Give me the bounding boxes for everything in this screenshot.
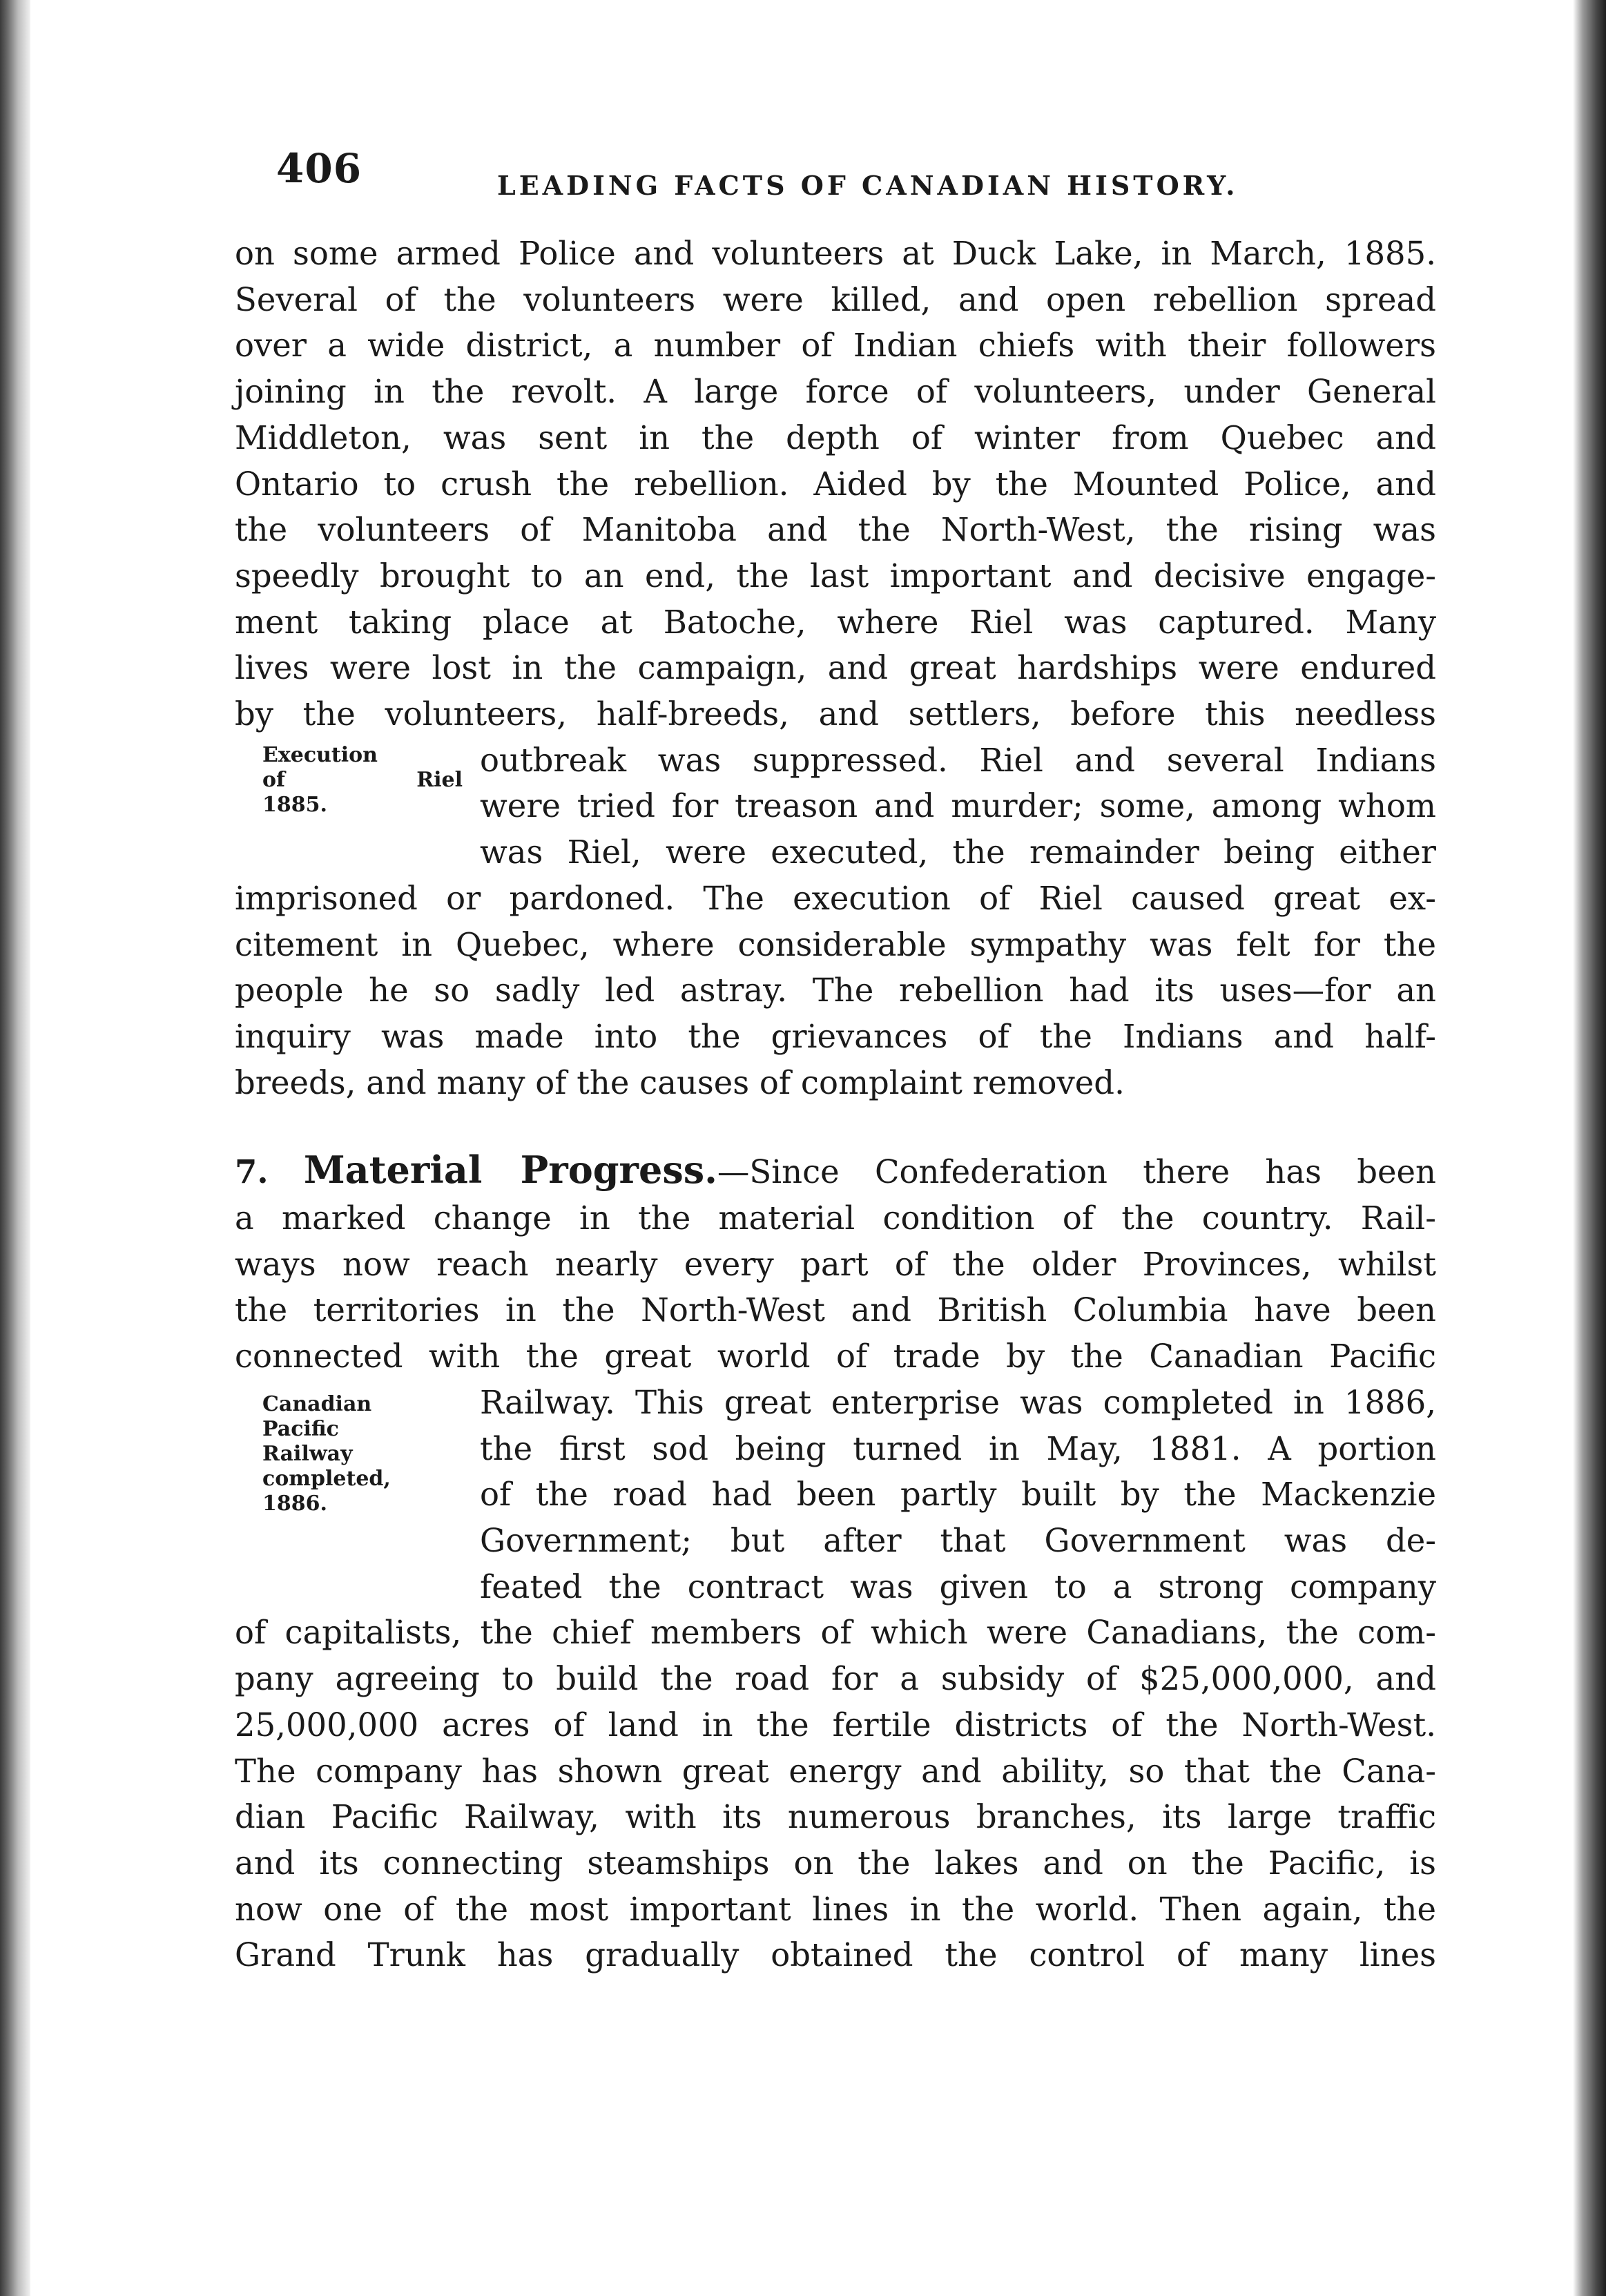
paragraph-material-progress — [235, 1147, 1436, 1978]
margin-note-line: Execution — [262, 742, 378, 767]
text-line: Middleton, was sent in the depth of winter from Quebec and — [235, 418, 1436, 456]
margin-note-cpr-completed — [262, 1392, 449, 1516]
text-line: and its connecting steamships on the lakes and on the Pacific, is — [235, 1844, 1436, 1882]
scan-edge-left — [0, 0, 30, 2296]
text-line: feated the contract was given to a strong company — [480, 1567, 1436, 1605]
text-line: 25,000,000 acres of land in the fertile districts of the North-West. — [235, 1706, 1436, 1744]
text-line: Grand Trunk has gradually obtained the control of many lines — [235, 1936, 1436, 1974]
text-line: ways now reach nearly every part of the older Provinces, whilst — [235, 1245, 1436, 1283]
margin-note-line: completed, — [262, 1466, 391, 1491]
text-line: by the volunteers, half-breeds, and settlers, before this needless — [235, 695, 1436, 733]
text-line: citement in Quebec, where considerable sympathy was felt for the — [235, 925, 1436, 963]
section-title: Material Progress. — [303, 1148, 717, 1193]
text-line: were tried for treason and murder; some, among whom — [480, 787, 1436, 825]
margin-note-line: Pacific — [262, 1416, 339, 1441]
paragraph-riel-rebellion — [235, 231, 1436, 1106]
text-line: Several of the volunteers were killed, and open rebellion spread — [235, 280, 1436, 318]
text-line: pany agreeing to build the road for a subsidy of $25,000,000, and — [235, 1660, 1436, 1698]
margin-note-line: Railway — [262, 1441, 353, 1466]
text-line: joining in the revolt. A large force of volunteers, under General — [235, 373, 1436, 411]
text-line: people he so sadly led astray. The rebellion had its uses—for an — [235, 972, 1436, 1010]
page-number: 406 — [276, 145, 362, 192]
text-line: a marked change in the material condition of the country. Rail- — [235, 1199, 1436, 1237]
page-header — [235, 131, 1436, 214]
text-line: Government; but after that Government was de- — [480, 1521, 1436, 1559]
text-line: was Riel, were executed, the remainder being either — [480, 833, 1436, 871]
margin-note-line: of Riel — [262, 767, 463, 792]
section-first-line-text: —Since Confederation there has been — [717, 1153, 1436, 1191]
text-line: the territories in the North-West and British Columbia have been — [235, 1291, 1436, 1329]
scan-edge-right — [1573, 0, 1606, 2296]
text-line: of the road had been partly built by the Mackenzie — [480, 1476, 1436, 1514]
text-line: the volunteers of Manitoba and the North-West, the rising was — [235, 511, 1436, 549]
text-line: over a wide district, a number of Indian chiefs with their followers — [235, 327, 1436, 365]
text-line: speedly brought to an end, the last important and decisive engage- — [235, 557, 1436, 595]
text-line: The company has shown great energy and ability, so that the Cana- — [235, 1752, 1436, 1790]
margin-note-line: Canadian — [262, 1391, 372, 1416]
margin-note-execution-of-riel — [262, 743, 463, 818]
text-line: ment taking place at Batoche, where Riel was captured. Many — [235, 603, 1436, 641]
text-line: dian Pacific Railway, with its numerous branches, its large traffic — [235, 1798, 1436, 1836]
running-title: LEADING FACTS OF CANADIAN HISTORY. — [497, 170, 1239, 201]
text-line: lives were lost in the campaign, and great hardships were endured — [235, 649, 1436, 687]
section-heading-line — [235, 1147, 1436, 1195]
text-line: imprisoned or pardoned. The execution of Riel caused great ex- — [235, 879, 1436, 917]
inset-block-riel — [235, 737, 1436, 876]
text-line: breeds, and many of the causes of complaint removed. — [235, 1063, 1125, 1101]
section-number: 7. — [235, 1152, 269, 1191]
book-page — [235, 131, 1436, 1978]
text-line: of capitalists, the chief members of which were Canadians, the com- — [235, 1614, 1436, 1652]
text-line: Ontario to crush the rebellion. Aided by the Mounted Police, and — [235, 465, 1436, 503]
text-line: now one of the most important lines in the world. Then again, the — [235, 1890, 1436, 1928]
text-line: outbreak was suppressed. Riel and several Indians — [480, 741, 1436, 779]
margin-note-line: 1886. — [262, 1491, 327, 1516]
text-line: inquiry was made into the grievances of the Indians and half- — [235, 1017, 1436, 1055]
text-line: Railway. This great enterprise was completed in 1886, — [480, 1383, 1436, 1421]
text-line: the first sod being turned in May, 1881. A portion — [480, 1429, 1436, 1467]
text-line: on some armed Police and volunteers at Duck Lake, in March, 1885. — [235, 235, 1436, 272]
margin-note-line: 1885. — [262, 792, 327, 817]
inset-block-cpr — [235, 1380, 1436, 1610]
text-line: connected with the great world of trade by the Canadian Pacific — [235, 1338, 1436, 1376]
